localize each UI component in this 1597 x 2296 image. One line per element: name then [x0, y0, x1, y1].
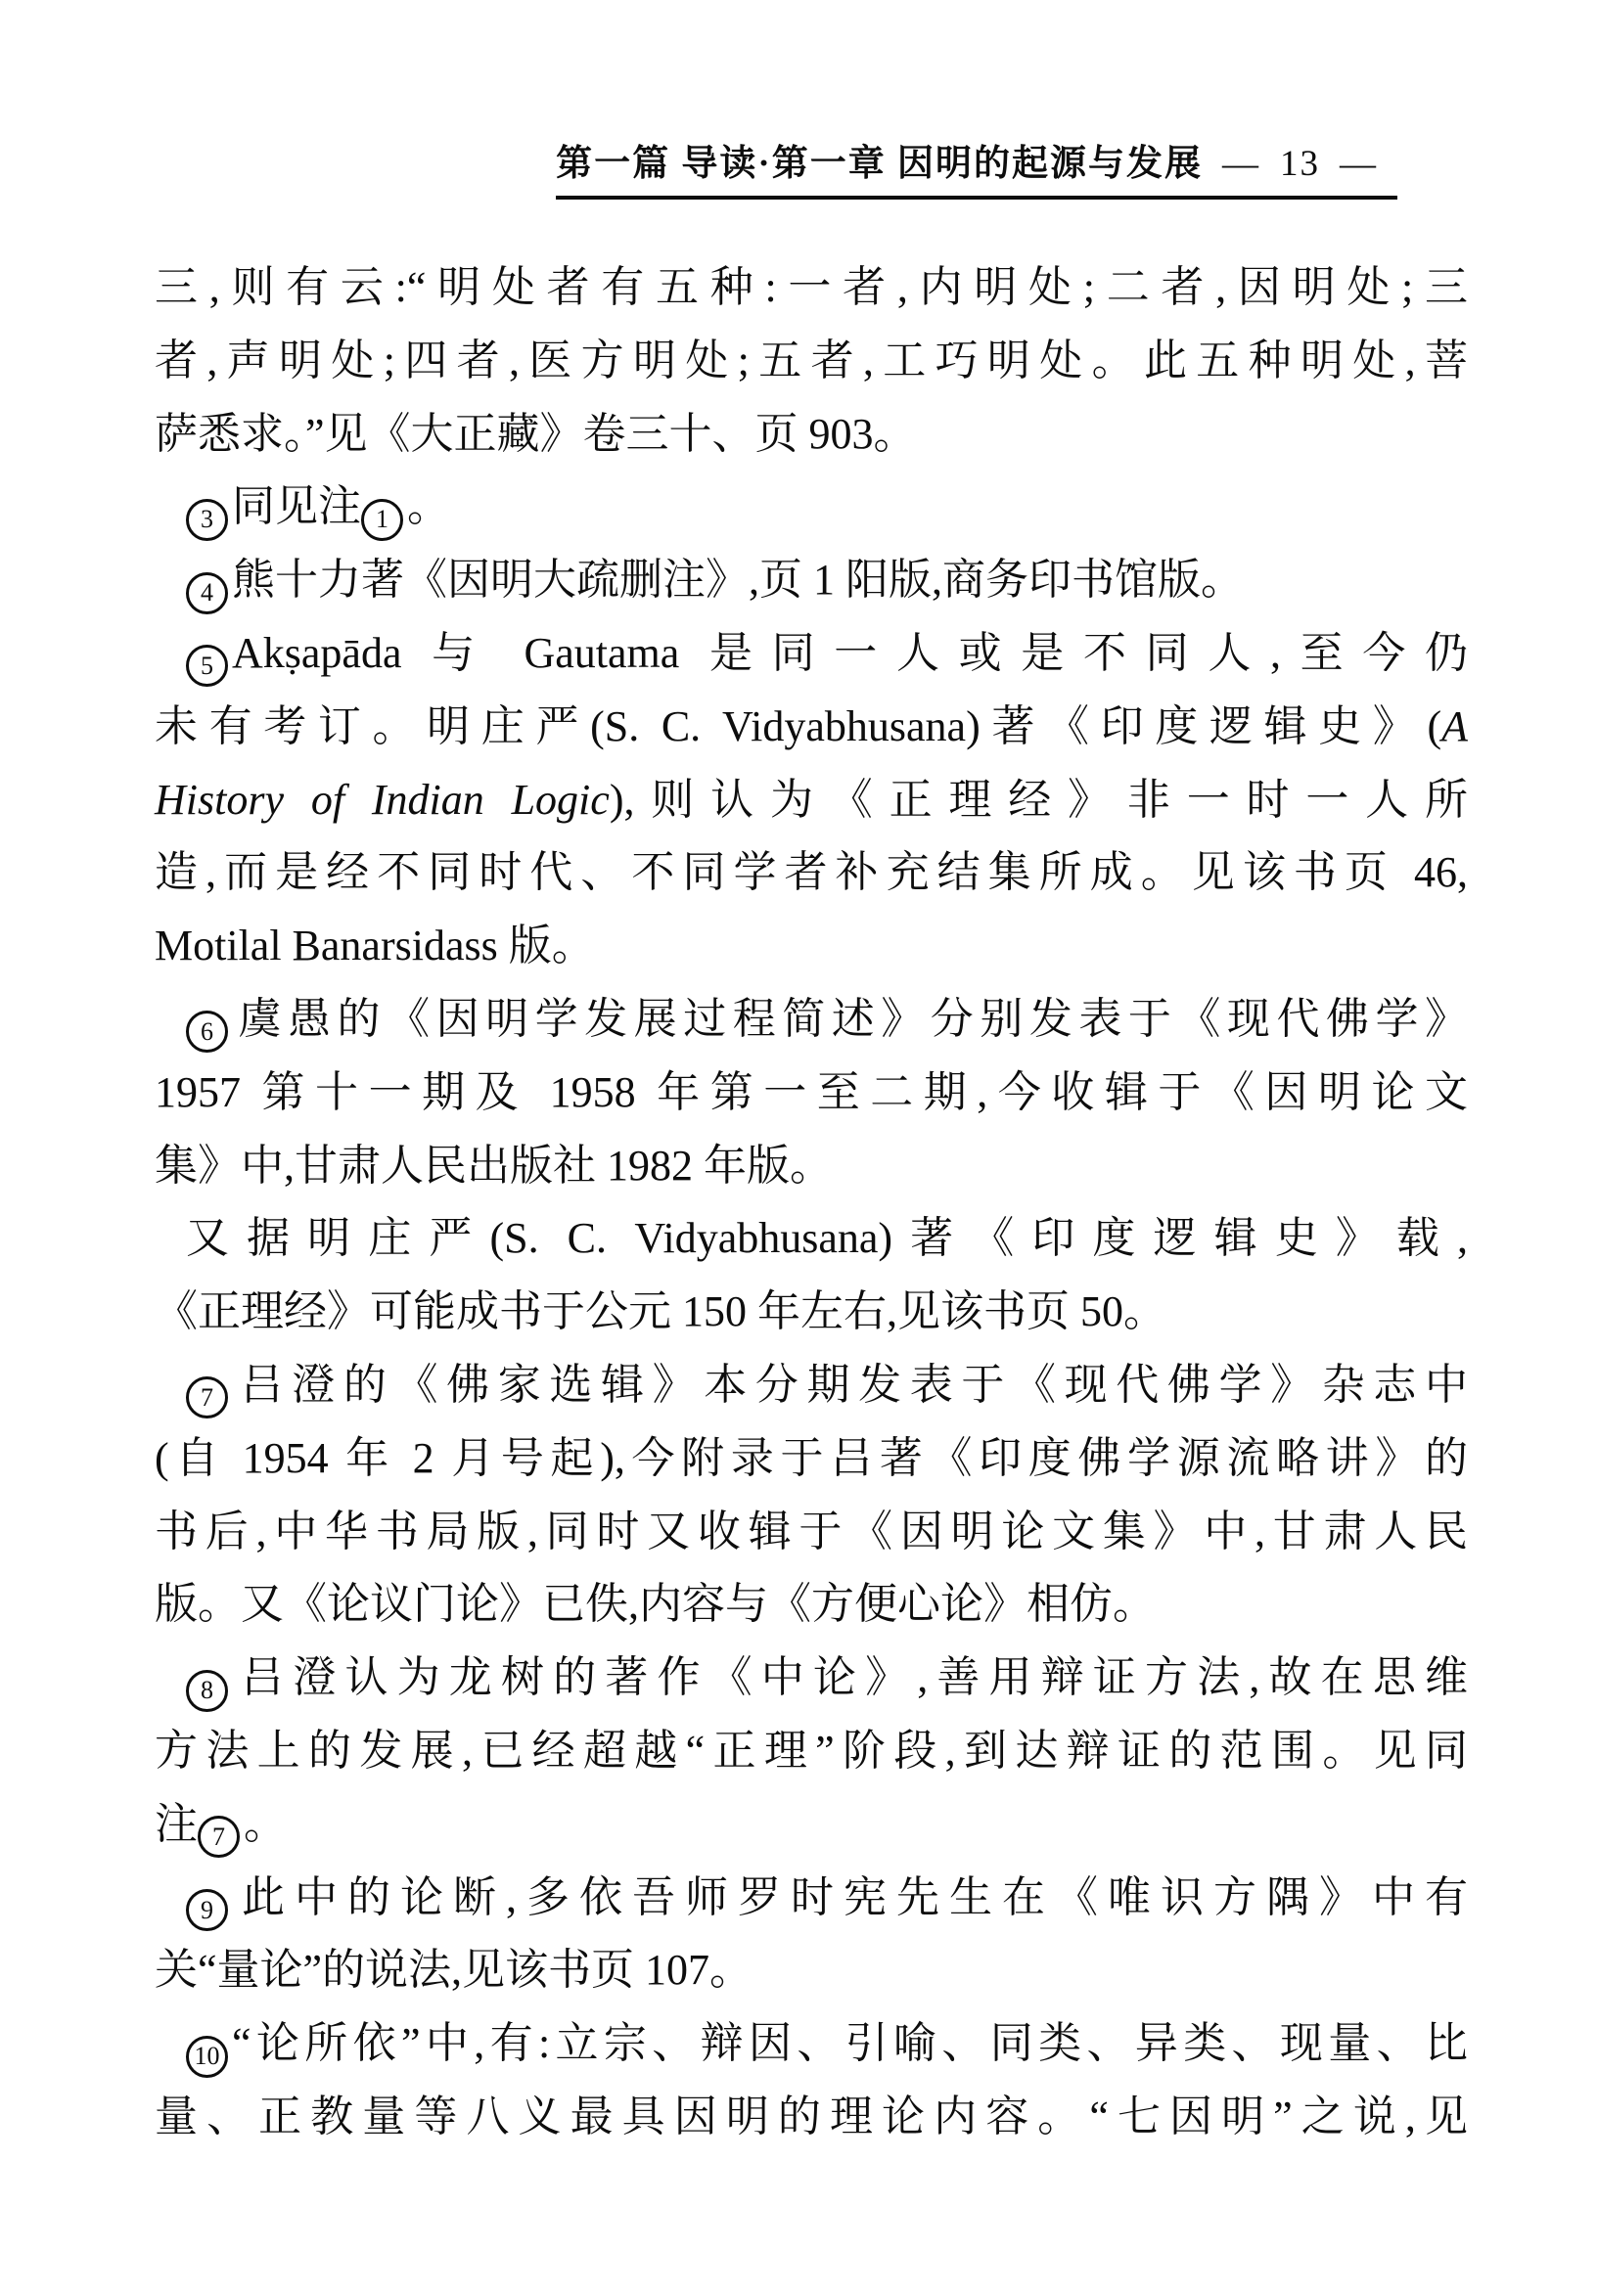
text-segment: “论所依”中,有:立宗、辩因、引喻、同类、异类、现量、比: [232, 2019, 1468, 2068]
text-segment: Akṣapāda 与 Gautama 是同一人或是不同人,至今仍: [232, 628, 1468, 677]
circled-footnote-number: 1: [361, 499, 403, 541]
text-line: [155, 2081, 1468, 2154]
text-line: [155, 1057, 1468, 1130]
dash-right: —: [1340, 144, 1378, 184]
text-segment: 未有考订。明庄严(S. C. Vidyabhusana)著《印度逻辑史》(: [155, 701, 1442, 750]
text-segment: 方法上的发展,已经超越“正理”阶段,到达辩证的范围。见同: [155, 1726, 1468, 1775]
text-line: [155, 1862, 1468, 1935]
circled-footnote-number: 8: [186, 1670, 228, 1712]
text-segment: 吕澄的《佛家选辑》本分期发表于《现代佛学》杂志中: [232, 1360, 1468, 1409]
text-line: [155, 2007, 1468, 2081]
text-segment: 关“量论”的说法,见该书页 107。: [155, 1946, 753, 1995]
text-segment: 熊十力著《因明大疏删注》,页 1 阳版,商务印书馆版。: [232, 556, 1244, 605]
text-line: [155, 251, 1468, 325]
circled-footnote-number: 10: [186, 2036, 228, 2078]
text-segment: 吕澄认为龙树的著作《中论》,善用辩证方法,故在思维: [232, 1653, 1468, 1702]
text-segment: 书后,中华书局版,同时又收辑于《因明论文集》中,甘肃人民: [155, 1507, 1468, 1555]
text-segment: 集》中,甘肃人民出版社 1982 年版。: [155, 1141, 833, 1190]
text-line: [155, 1130, 1468, 1203]
text-line: [155, 1422, 1468, 1496]
text-segment: 萨悉求。”见《大正藏》卷三十、页 903。: [155, 409, 917, 458]
text-line: [155, 1496, 1468, 1569]
body-text: [155, 251, 1468, 2154]
italic-text-segment: A: [1441, 701, 1468, 750]
text-segment: 虞愚的《因明学发展过程简述》分别发表于《现代佛学》: [232, 994, 1468, 1043]
page-header: [0, 145, 1397, 200]
text-segment: (自 1954 年 2 月号起),今附录于吕著《印度佛学源流略讲》的: [155, 1433, 1468, 1482]
text-segment: 者,声明处;四者,医方明处;五者,工巧明处。此五种明处,菩: [155, 336, 1468, 384]
text-line: [155, 1788, 1468, 1862]
text-segment: 《正理经》可能成书于公元 150 年左右,见该书页 50。: [155, 1287, 1166, 1336]
text-line: [155, 1934, 1468, 2007]
text-segment: Motilal Banarsidass 版。: [155, 922, 595, 970]
text-segment: 同见注: [232, 482, 361, 531]
text-line: [155, 1568, 1468, 1642]
text-line: [155, 325, 1468, 398]
text-line: [155, 764, 1468, 837]
text-segment: 量、正教量等八义最具因明的理论内容。“七因明”之说,见: [155, 2092, 1468, 2140]
text-segment: 。: [244, 1799, 287, 1848]
circled-footnote-number: 3: [186, 499, 228, 541]
text-segment: 此中的论断,多依吾师罗时宪先生在《唯识方隅》中有: [232, 1872, 1468, 1921]
page-number: 13: [1280, 144, 1320, 184]
italic-text-segment: History of Indian Logic: [155, 775, 610, 824]
text-segment: 造,而是经不同时代、不同学者补充结集所成。见该书页 46,: [155, 848, 1468, 897]
text-line: [155, 1642, 1468, 1715]
text-line: [155, 544, 1468, 617]
running-head: [556, 145, 1397, 200]
text-line: [155, 1202, 1468, 1276]
circled-footnote-number: 7: [198, 1816, 240, 1858]
circled-footnote-number: 7: [186, 1376, 228, 1418]
text-segment: 三,则有云:“明处者有五种:一者,内明处;二者,因明处;三: [155, 263, 1468, 311]
text-line: [155, 1715, 1468, 1788]
text-segment: ),则认为《正理经》非一时一人所: [609, 775, 1469, 824]
circled-footnote-number: 9: [186, 1889, 228, 1931]
text-segment: 版。又《论议门论》已佚,内容与《方便心论》相仿。: [155, 1580, 1156, 1629]
text-line: [155, 910, 1468, 983]
text-line: [155, 691, 1468, 764]
text-segment: 注: [155, 1799, 198, 1848]
chapter-title: 第一篇 导读·第一章 因明的起源与发展: [556, 144, 1203, 184]
dash-left: —: [1222, 144, 1260, 184]
text-line: [155, 1349, 1468, 1422]
text-line: [155, 617, 1468, 691]
text-line: [155, 471, 1468, 544]
text-line: [155, 398, 1468, 472]
text-segment: 1957 第十一期及 1958 年第一至二期,今收辑于《因明论文: [155, 1067, 1468, 1116]
text-segment: 又据明庄严(S. C. Vidyabhusana)著《印度逻辑史》载,: [186, 1214, 1468, 1263]
circled-footnote-number: 4: [186, 572, 228, 614]
text-line: [155, 836, 1468, 910]
circled-footnote-number: 6: [186, 1011, 228, 1053]
text-line: [155, 983, 1468, 1057]
circled-footnote-number: 5: [186, 645, 228, 687]
text-segment: 。: [407, 482, 450, 531]
text-line: [155, 1276, 1468, 1349]
